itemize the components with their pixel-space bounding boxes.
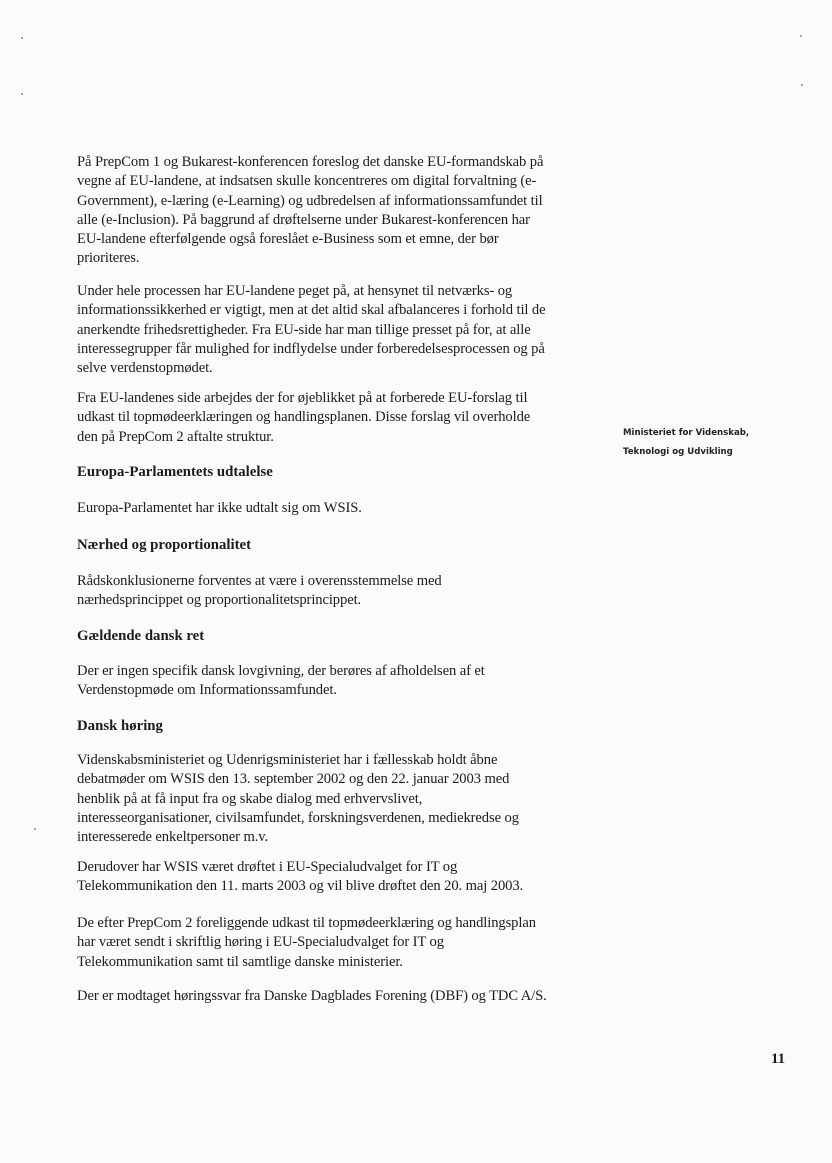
- text-line: Fra EU-landenes side arbejdes der for øjeblikket på at forberede EU-forslag til: [77, 390, 528, 406]
- text-line: Der er modtaget høringssvar fra Danske Dagblades Forening (DBF) og TDC A/S.: [77, 988, 547, 1004]
- text-line: vegne af EU-landene, at indsatsen skulle koncentreres om digital forvaltning (e-: [77, 173, 537, 190]
- paragraph-ep-statement: [77, 499, 597, 518]
- text-line: Videnskabsministeriet og Udenrigsministeriet har i fællesskab holdt åbne: [77, 752, 498, 768]
- page-number: 11: [771, 1051, 786, 1067]
- section-heading-ep-statement: Europa-Parlamentets udtalelse: [77, 464, 273, 480]
- text-line: interesserede enkeltpersoner m.v.: [77, 829, 269, 846]
- text-line: alle (e-Inclusion). På baggrund af drøftelserne under Bukarest-konferencen har: [77, 211, 530, 228]
- text-line: den på PrepCom 2 aftalte struktur.: [77, 428, 274, 445]
- paragraph-prepcom-proposal: [77, 153, 597, 269]
- text-line: Government), e-læring (e-Learning) og udbredelsen af informationssamfundet til: [77, 192, 543, 209]
- paragraph-responses: [77, 987, 597, 1006]
- paragraph-danish-law: [77, 662, 597, 701]
- scan-speck: [34, 828, 36, 830]
- ministry-label: [623, 424, 793, 462]
- paragraph-written-consultation: [77, 914, 597, 972]
- text-line: udkast til topmødeerklæringen og handlingsplanen. Disse forslag vil overholde: [77, 409, 531, 426]
- text-line: anerkendte frihedsrettigheder. Fra EU-side har man tillige presset på for, at alle: [77, 321, 531, 338]
- section-heading-subsidiarity: Nærhed og proportionalitet: [77, 537, 251, 553]
- text-line: har været sendt i skriftlig høring i EU-Specialudvalget for IT og: [77, 934, 444, 951]
- ministry-label-line: Teknologi og Udvikling: [623, 447, 733, 457]
- paragraph-network-security: [77, 282, 597, 378]
- text-line: Derudover har WSIS været drøftet i EU-Specialudvalget for IT og: [77, 859, 458, 875]
- scan-speck: [21, 37, 23, 39]
- text-line: Under hele processen har EU-landene peget på, at hensynet til netværks- og: [77, 283, 513, 299]
- text-line: interessegrupper får mulighed for indflydelse under forberedelsesprocessen og på: [77, 340, 545, 357]
- text-line: selve verdenstopmødet.: [77, 360, 213, 377]
- text-line: Telekommunikation den 11. marts 2003 og vil blive drøftet den 20. maj 2003.: [77, 878, 524, 895]
- paragraph-subsidiarity: [77, 572, 597, 611]
- scan-speck: [21, 93, 23, 95]
- section-heading-danish-consultation: Dansk høring: [77, 718, 163, 734]
- paragraph-eu-committee: [77, 858, 597, 897]
- paragraph-consultation-meetings: [77, 751, 597, 847]
- text-line: Verdenstopmøde om Informationssamfundet.: [77, 682, 337, 699]
- text-line: De efter PrepCom 2 foreliggende udkast til topmødeerklæring og handlingsplan: [77, 915, 536, 931]
- text-line: Rådskonklusionerne forventes at være i overensstemmelse med: [77, 573, 442, 589]
- text-line: informationssikkerhed er vigtigt, men at det altid skal afbalanceres i forhold til de: [77, 302, 546, 319]
- text-line: Der er ingen specifik dansk lovgivning, der berøres af afholdelsen af et: [77, 663, 485, 679]
- text-line: Telekommunikation samt til samtlige danske ministerier.: [77, 953, 403, 970]
- ministry-label-line: Ministeriet for Videnskab,: [623, 428, 750, 438]
- text-line: Europa-Parlamentet har ikke udtalt sig om WSIS.: [77, 500, 362, 516]
- text-line: nærhedsprincippet og proportionalitetsprincippet.: [77, 592, 362, 609]
- scan-speck: [801, 84, 803, 86]
- text-line: EU-landene efterfølgende også foreslået e-Business som et emne, der bør: [77, 231, 499, 248]
- section-heading-danish-law: Gældende dansk ret: [77, 628, 205, 644]
- text-line: debatmøder om WSIS den 13. september 2002 og den 22. januar 2003 med: [77, 771, 510, 788]
- text-line: prioriteres.: [77, 250, 140, 267]
- paragraph-eu-proposals: [77, 389, 597, 447]
- text-line: På PrepCom 1 og Bukarest-konferencen foreslog det danske EU-formandskab på: [77, 154, 544, 170]
- text-line: henblik på at få input fra og skabe dialog med erhvervslivet,: [77, 790, 423, 807]
- scan-speck: [800, 35, 802, 37]
- text-line: interesseorganisationer, civilsamfundet, forskningsverdenen, mediekredse og: [77, 809, 519, 826]
